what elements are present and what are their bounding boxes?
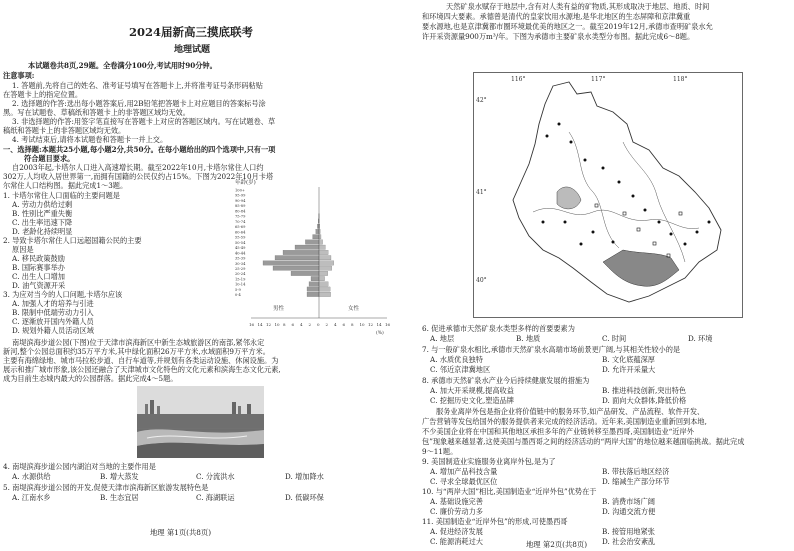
pyramid-female-bar bbox=[319, 276, 325, 280]
q9-option-a: A. 增加产品科技含量 bbox=[430, 467, 498, 476]
pyramid-female-bar bbox=[319, 287, 330, 291]
passage-2-line-5: 成为目前生态城内最大的公园群落。据此完成4～5题。 bbox=[3, 374, 178, 383]
q10-stem: 10. 与“两岸大国”相比,美国制造业“近岸外包”优势在于 bbox=[422, 487, 597, 496]
map-lon-117: 117° bbox=[591, 76, 606, 83]
q3-option-d: D. 规划外籍人员活动区域 bbox=[12, 326, 94, 335]
q3-option-c: C. 逐渐放开国内外籍人员 bbox=[12, 317, 94, 326]
q9-option-b: B. 带扶落后地区经济 bbox=[602, 467, 670, 476]
chengde-mineral-water-map bbox=[473, 72, 743, 318]
exam-info: 本试题卷共8页,29题。全卷满分100分,考试用时90分钟。 bbox=[28, 61, 217, 70]
pyramid-female-bar bbox=[319, 240, 323, 244]
q7-option-d: D. 允许开采量大 bbox=[602, 365, 656, 374]
passage-1-line-1: 自2003年起,卡塔尔人口进入高速增长期。截至2022年10月,卡塔尔常住人口约 bbox=[12, 163, 264, 172]
q3-option-a: A. 加强人才的培养与引进 bbox=[12, 299, 94, 308]
q7-stem: 7. 与一般矿泉水相比,承德市天然矿泉水高端市场前景更广阔,与其相关性较小的是 bbox=[422, 345, 681, 354]
q9-option-c: C. 寻求全球最优区位 bbox=[430, 477, 498, 486]
passage-3-line-2: 和环境四大要素。承德曾是清代的皇家饮用水源地,是华北地区的生态屏障和京津冀重 bbox=[422, 12, 691, 21]
q5-option-b: B. 生态宜居 bbox=[100, 493, 139, 502]
q11-option-a: A. 促进经济发展 bbox=[430, 527, 483, 536]
q8-stem: 8. 承德市天然矿泉水产业今后持续健康发展的措施为 bbox=[422, 376, 590, 385]
passage-4-line-2: 广告营销等发包给国外的服务提供者来完成的经济活动。近年来,美国制造业重新回到本地, bbox=[422, 417, 707, 426]
passage-3-line-4: 许开采资源量900万m³/年。下图为承德市主要矿泉水类型分布图。据此完成6～8题。 bbox=[422, 32, 695, 41]
pyramid-age-label: 15-19 bbox=[235, 277, 246, 282]
q10-option-c: C. 廉价劳动力多 bbox=[430, 507, 483, 516]
q8-option-d: D. 面向大众群体,降低价格 bbox=[602, 396, 687, 405]
pyramid-male-bar bbox=[307, 287, 319, 291]
page-footer-1: 地理 第1页(共8页) bbox=[150, 528, 212, 537]
q11-option-d: D. 社会治安紊乱 bbox=[602, 537, 656, 546]
pyramid-x-tick: 0 bbox=[317, 322, 320, 327]
q4-stem: 4. 南堤滨海步道公园内湖泊对当地的主要作用是 bbox=[3, 462, 156, 471]
q6-option-b: B. 地质 bbox=[516, 334, 541, 343]
map-lon-118: 118° bbox=[673, 76, 688, 83]
pyramid-x-tick: 6 bbox=[342, 322, 346, 327]
pyramid-age-label: 75-79 bbox=[235, 214, 246, 219]
pyramid-age-label: 95-99 bbox=[235, 193, 246, 198]
pyramid-x-tick: 6 bbox=[291, 322, 295, 327]
population-pyramid-chart bbox=[233, 177, 389, 337]
q8-option-a: A. 加大开采规模,提高收益 bbox=[430, 386, 514, 395]
pyramid-male-bar bbox=[307, 292, 319, 296]
pyramid-age-label: 60-64 bbox=[235, 230, 246, 235]
map-lon-116: 116° bbox=[511, 76, 526, 83]
pyramid-x-tick: 8 bbox=[283, 322, 286, 327]
passage-4-line-4: 包”现象越来越显著,这使美国与墨西哥之间的经济活动的“两岸大国”的地位越来越面临挑战。据此完成 bbox=[422, 437, 745, 446]
section-heading: 一、选择题:本题共25小题,每小题2分,共50分。在每小题给出的四个选项中,只有一项 bbox=[3, 145, 276, 154]
q7-option-c: C. 邻近京津冀地区 bbox=[430, 365, 491, 374]
pyramid-x-tick: 12 bbox=[266, 322, 272, 327]
passage-2-line-2: 新河,整个公园总面积约35万平方米,其中绿化面积26万平方米,水域面积9万平方米。 bbox=[3, 347, 270, 356]
q2-option-c: C. 出生人口增加 bbox=[12, 272, 65, 281]
pyramid-age-label: 30-34 bbox=[235, 261, 246, 266]
pyramid-female-bar bbox=[319, 282, 328, 286]
pyramid-age-label: 80-84 bbox=[235, 209, 246, 214]
notice-2a: 2. 选择题的作答:选出每小题答案后,用2B铅笔把答题卡上对应题目的答案标号涂 bbox=[12, 99, 266, 108]
pyramid-female-bar bbox=[319, 235, 321, 239]
q4-option-c: C. 分流洪水 bbox=[196, 472, 235, 481]
pyramid-age-label: 10-14 bbox=[235, 282, 246, 287]
q2-option-a: A. 移民政策鼓励 bbox=[12, 254, 65, 263]
pyramid-male-bar bbox=[295, 245, 319, 249]
q6-option-c: C. 时间 bbox=[602, 334, 627, 343]
q2-option-d: D. 油气资源开采 bbox=[12, 281, 66, 290]
map-frame bbox=[474, 73, 743, 318]
pyramid-age-label: 35-39 bbox=[235, 256, 246, 261]
pyramid-x-tick: 12 bbox=[368, 322, 374, 327]
pyramid-female-bar bbox=[319, 271, 328, 275]
pyramid-x-tick: 2 bbox=[308, 322, 312, 327]
pyramid-age-label: 65-69 bbox=[235, 225, 246, 230]
pyramid-x-tick: 14 bbox=[376, 322, 382, 327]
pyramid-female-bar bbox=[319, 255, 331, 259]
pyramid-male-bar bbox=[311, 276, 319, 280]
pyramid-male-bar bbox=[275, 255, 319, 259]
q9-option-d: D. 缩减生产部分环节 bbox=[602, 477, 670, 486]
pyramid-age-label: 45-49 bbox=[235, 246, 246, 251]
map-lat-40: 40° bbox=[476, 277, 487, 284]
pyramid-male-bar bbox=[263, 261, 319, 265]
q11-option-c: C. 能源消耗过大 bbox=[430, 537, 483, 546]
pyramid-female-bar bbox=[319, 266, 332, 270]
pyramid-x-tick: 16 bbox=[385, 322, 391, 327]
q7-option-a: A. 水质优良独特 bbox=[430, 355, 483, 364]
pyramid-age-label: 55-59 bbox=[235, 235, 246, 240]
passage-4-line-3: 不少美国企业将在中国和其他地区承担多年的产业链转移至墨西哥,美国制造业“近岸外 bbox=[422, 427, 694, 436]
passage-1-line-3: 尔常住人口结构图。据此完成1～3题。 bbox=[3, 181, 128, 190]
passage-2-line-4: 展示和推广城市形象,该公园还融合了天津城市文化特色的文化元素和滨海生态文化元素, bbox=[3, 365, 281, 374]
q7-option-b: B. 文化底蕴深厚 bbox=[602, 355, 655, 364]
passage-2-line-1: 南堤滨海步道公园(下图)位于天津市滨海新区中新生态城旅游区的南部,紧邻永定 bbox=[12, 338, 265, 347]
q6-stem: 6. 促进承德市天然矿泉水类型多样的首要要素为 bbox=[422, 324, 575, 333]
pyramid-male-bar bbox=[316, 229, 319, 233]
pyramid-age-label: 20-24 bbox=[235, 272, 246, 277]
passage-1-line-2: 302万,人均收入居世界第一,而拥有国籍的公民仅约占15%。下图为2022年10月卡塔 bbox=[3, 172, 274, 181]
q5-option-c: C. 海湖联运 bbox=[196, 493, 235, 502]
passage-3-line-1: 天然矿泉水赋存于地层中,含有对人类有益的矿物质,其形成取决于地层、地质、时间 bbox=[446, 2, 710, 11]
notice-1a: 1. 答题前,先将自己的姓名、准考证号填写在答题卡上,并将准考证号条形码粘贴 bbox=[12, 81, 263, 90]
notice-3a: 3. 非选择题的作答:用签字笔直接写在答题卡上对应的答题区域内。写在试题卷、草 bbox=[12, 117, 276, 126]
pyramid-age-label: 70-74 bbox=[235, 219, 246, 224]
pyramid-male-bar bbox=[273, 266, 319, 270]
exam-title: 2024届新高三摸底联考 bbox=[129, 25, 254, 39]
q10-option-d: D. 沟通交流方便 bbox=[602, 507, 656, 516]
q1-option-b: B. 性别比严重失衡 bbox=[12, 209, 73, 218]
right-page bbox=[406, 0, 794, 551]
pyramid-age-label: 100+ bbox=[235, 188, 245, 193]
q11-option-b: B. 接管用地紧张 bbox=[602, 527, 655, 536]
q4-option-b: B. 增大蒸发 bbox=[100, 472, 139, 481]
passage-4-line-5: 9～11题。 bbox=[422, 447, 458, 456]
pyramid-x-tick: 14 bbox=[257, 322, 263, 327]
q4-option-d: D. 增加降水 bbox=[285, 472, 324, 481]
pyramid-age-label: 0-4 bbox=[235, 293, 241, 298]
q2-stem-2: 原因是 bbox=[12, 245, 34, 254]
notice-1b: 在答题卡上的指定位置。 bbox=[3, 90, 83, 99]
q5-option-a: A. 江南水乡 bbox=[12, 493, 51, 502]
pyramid-age-label: 5-9 bbox=[235, 287, 241, 292]
q6-option-a: A. 地层 bbox=[430, 334, 455, 343]
q5-option-d: D. 低碳环保 bbox=[285, 493, 324, 502]
pyramid-male-bar bbox=[309, 282, 319, 286]
pyramid-y-label: 年龄(岁) bbox=[235, 180, 256, 186]
q2-stem: 2. 导致卡塔尔常住人口远超国籍公民的主要 bbox=[3, 236, 142, 245]
q6-option-d: D. 环境 bbox=[688, 334, 713, 343]
pyramid-x-tick: 4 bbox=[300, 322, 303, 327]
pyramid-male-bar bbox=[291, 271, 319, 275]
q2-option-b: B. 国际赛事举办 bbox=[12, 263, 65, 272]
park-photo bbox=[137, 386, 264, 458]
pyramid-age-label: 90-94 bbox=[235, 198, 246, 203]
pyramid-female-bar bbox=[319, 250, 328, 254]
q11-stem: 11. 美国制造业“近岸外包”的形成,可使墨西哥 bbox=[422, 517, 568, 526]
pyramid-x-tick: 8 bbox=[351, 322, 354, 327]
map-lat-41: 41° bbox=[476, 189, 487, 196]
pyramid-age-label: 50-54 bbox=[235, 240, 246, 245]
pyramid-age-label: 25-29 bbox=[235, 267, 246, 272]
pyramid-x-tick: 2 bbox=[325, 322, 329, 327]
notice-label: 注意事项: bbox=[3, 71, 35, 80]
map-lat-42: 42° bbox=[476, 97, 487, 104]
pyramid-male-label: 男性 bbox=[273, 306, 285, 312]
pyramid-age-label: 85-89 bbox=[235, 204, 246, 209]
passage-3-line-3: 要水源地,也是京津冀都市圈环境最优美的地区之一。截至2019年12月,承德市查明矿泉水允 bbox=[422, 22, 713, 31]
notice-4: 4. 考试结束后,请将本试题卷和答题卡一并上交。 bbox=[12, 135, 168, 144]
left-page bbox=[0, 0, 393, 551]
pyramid-female-bar bbox=[319, 245, 325, 249]
q3-option-b: B. 限制中低端劳动力引入 bbox=[12, 308, 94, 317]
passage-2-line-3: 主要有海绵绿地、城市马拉松步道、自行车道等,并规划有各类运动设施、休闲设施。为 bbox=[3, 356, 279, 365]
q5-stem: 5. 南堤滨海步道公园的开发,促使天津市滨海新区旅游发展特色是 bbox=[3, 483, 209, 492]
section-heading-2: 符合题目要求。 bbox=[24, 154, 75, 163]
pyramid-x-tick: 4 bbox=[334, 322, 337, 327]
passage-4-line-1: 服务业离岸外包是指企业将价值链中的服务环节,如产品研发、产品流程、软件开发、 bbox=[436, 407, 705, 416]
pyramid-x-tick: 16 bbox=[249, 322, 255, 327]
exam-subject: 地理试题 bbox=[174, 45, 211, 55]
pyramid-female-label: 女性 bbox=[348, 306, 360, 312]
q4-option-a: A. 水源供给 bbox=[12, 472, 51, 481]
pyramid-female-bar bbox=[319, 292, 331, 296]
q10-option-b: B. 消费市场广阔 bbox=[602, 497, 655, 506]
q1-stem: 1. 卡塔尔常住人口面临的主要问题是 bbox=[3, 191, 120, 200]
pyramid-male-bar bbox=[283, 250, 319, 254]
pyramid-male-bar bbox=[313, 235, 319, 239]
notice-2b: 黑。写在试题卷、草稿纸和答题卡上的非答题区域均无效。 bbox=[3, 108, 190, 117]
q9-stem: 9. 美国制造业实施服务业离岸外包,是为了 bbox=[422, 457, 556, 466]
q8-option-b: B. 推进科技创新,突出特色 bbox=[602, 386, 687, 395]
pyramid-male-bar bbox=[305, 240, 319, 244]
pyramid-x-tick: 10 bbox=[359, 322, 365, 327]
q1-option-a: A. 劳动力供给过剩 bbox=[12, 200, 73, 209]
q1-option-d: D. 老龄化持续明显 bbox=[12, 227, 73, 236]
pyramid-unit: (%) bbox=[376, 331, 384, 336]
page-footer-2: 地理 第2页(共8页) bbox=[526, 540, 588, 549]
pyramid-age-label: 40-44 bbox=[235, 251, 246, 256]
q8-option-c: C. 挖掘历史文化,塑造品牌 bbox=[430, 396, 514, 405]
pyramid-x-tick: 10 bbox=[274, 322, 280, 327]
q1-option-c: C. 出生率迅速下降 bbox=[12, 218, 73, 227]
pyramid-female-bar bbox=[319, 261, 334, 265]
notice-3b: 稿纸和答题卡上的非答题区域均无效。 bbox=[3, 126, 126, 135]
q3-stem: 3. 为应对当今的人口问题,卡塔尔应该 bbox=[3, 290, 123, 299]
q10-option-a: A. 基础设施完善 bbox=[430, 497, 483, 506]
